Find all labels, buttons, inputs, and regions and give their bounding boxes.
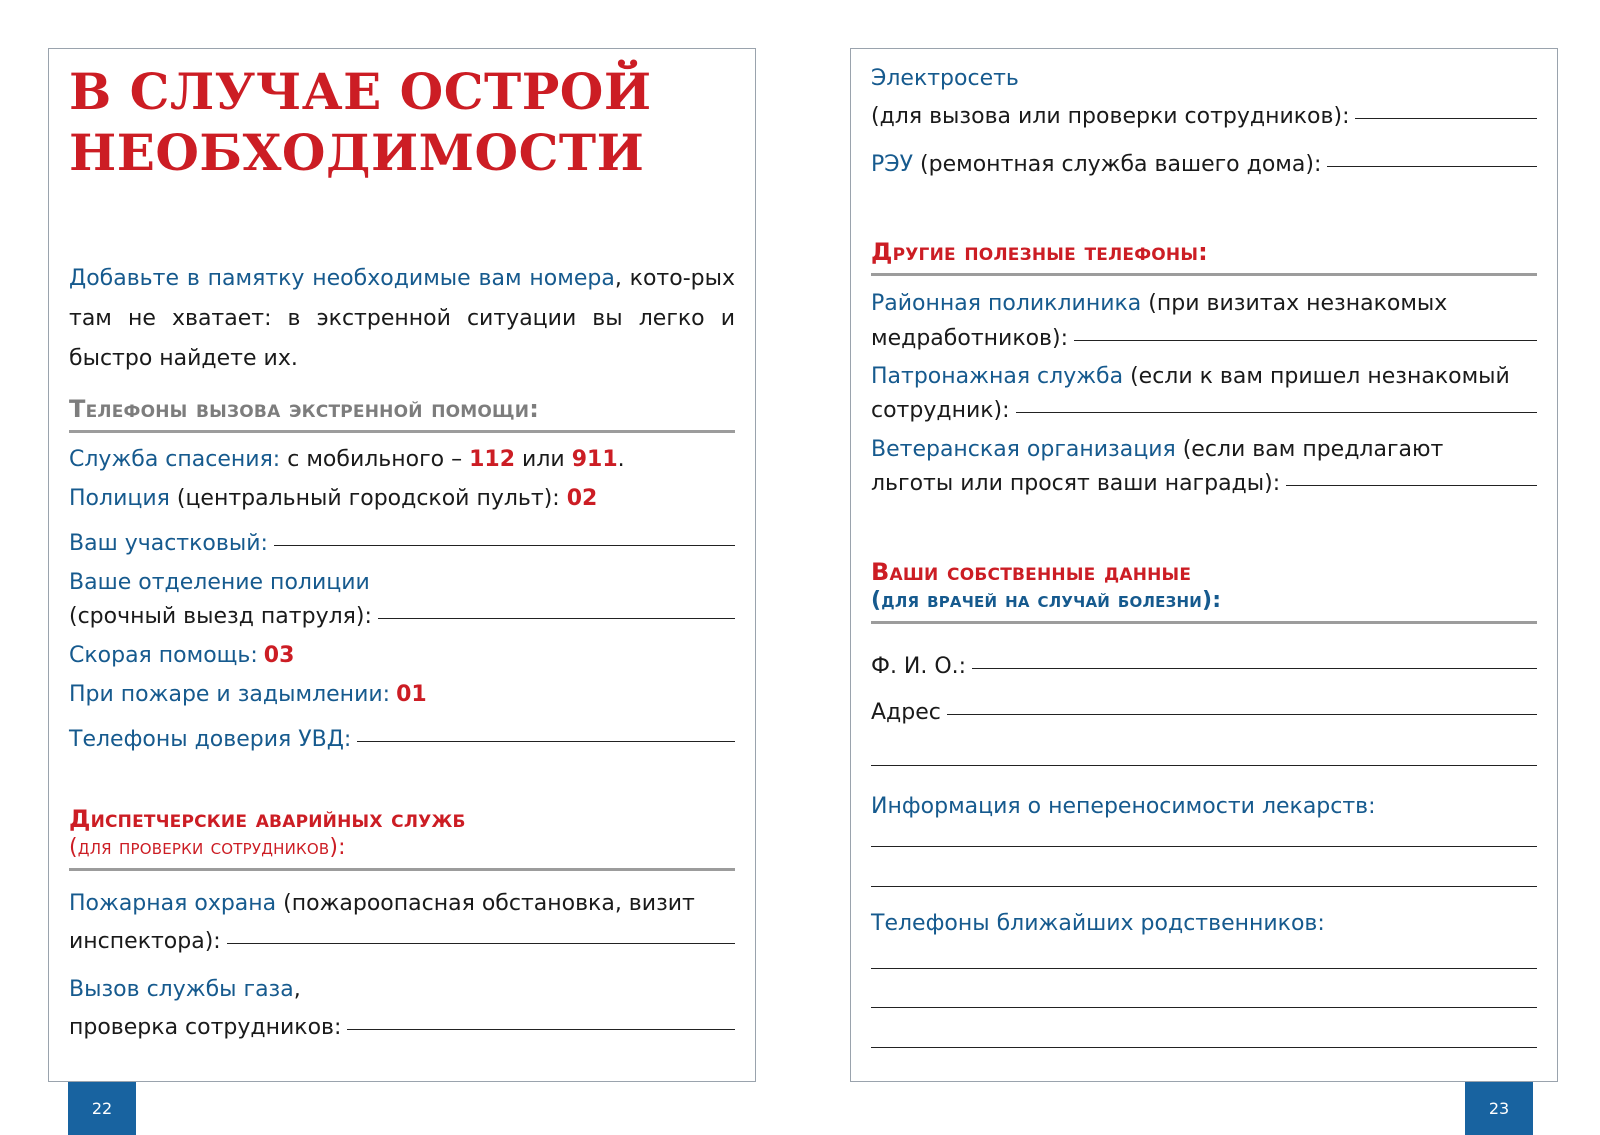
electric-label: Электросеть <box>871 66 1019 91</box>
clinic-row <box>871 286 1537 322</box>
firedept-row <box>69 886 735 922</box>
ambulance-number: 03 <box>263 643 295 668</box>
intro-highlight: Добавьте в памятку необходимые вам номера <box>69 266 615 291</box>
rescue-row <box>69 442 735 478</box>
own-data-subheading: (для врачей на случай болезни): <box>871 588 1222 613</box>
page-number-right: 23 <box>1465 1082 1533 1135</box>
trust-line-label: Телефоны доверия УВД: <box>69 727 352 752</box>
veteran-text-2: льготы или просят ваши награды): <box>871 471 1281 496</box>
police-row <box>69 481 735 517</box>
gas-check-row <box>69 1010 735 1046</box>
relatives-blank-1[interactable] <box>871 968 1537 969</box>
clinic-blank[interactable] <box>1074 339 1537 341</box>
right-page <box>850 48 1558 1082</box>
station-patrol-row <box>69 599 735 635</box>
gas-text: проверка сотрудников: <box>69 1015 342 1040</box>
electric-row <box>871 61 1537 97</box>
rescue-or: или <box>515 447 572 472</box>
fire-number: 01 <box>396 682 427 707</box>
ambulance-label: Скорая помощь: <box>69 643 258 668</box>
trust-line-blank[interactable] <box>357 740 735 742</box>
police-station-blank[interactable] <box>378 617 735 619</box>
veteran-blank[interactable] <box>1286 484 1537 486</box>
gas-row <box>69 972 735 1008</box>
patronage-blank[interactable] <box>1016 411 1537 413</box>
clinic-label: Районная поликлиника <box>871 291 1142 316</box>
district-officer-label: Ваш участковый: <box>69 531 268 556</box>
fire-label: При пожаре и задымлении: <box>69 682 391 707</box>
patronage-row <box>871 359 1537 395</box>
rescue-text: с мобильного – <box>280 447 470 472</box>
clinic-text: (при визитах незнакомых <box>1141 291 1448 316</box>
veteran-text: (если вам предлагают <box>1175 437 1444 462</box>
own-data-heading <box>871 557 1537 624</box>
title-line-1: В СЛУЧАЕ ОСТРОЙ <box>69 62 652 121</box>
gas-label: Вызов службы газа <box>69 977 294 1002</box>
left-page <box>48 48 756 1082</box>
veteran-row <box>871 432 1537 468</box>
gas-comma: , <box>293 977 301 1002</box>
fio-blank[interactable] <box>972 667 1537 669</box>
district-officer-row <box>69 526 735 562</box>
dispatch-heading-text: Диспетчерские аварийных служб <box>69 805 466 833</box>
fio-row <box>871 649 1537 685</box>
firedept-label: Пожарная охрана <box>69 891 277 916</box>
dispatch-subheading: (для проверки сотрудников): <box>69 835 346 860</box>
relatives-row <box>871 906 1537 942</box>
page-title <box>69 61 652 183</box>
firedept-inspector-row <box>69 924 735 960</box>
police-text: (центральный городской пульт): <box>169 486 567 511</box>
reu-label: РЭУ <box>871 152 914 177</box>
firedept-text-2: инспектора): <box>69 929 221 954</box>
relatives-blank-3[interactable] <box>871 1047 1537 1048</box>
own-data-heading-text: Ваши собственные данные <box>871 558 1192 586</box>
relatives-blank-2[interactable] <box>871 1007 1537 1008</box>
intolerance-blank-2[interactable] <box>871 886 1537 887</box>
patronage-label: Патронажная служба <box>871 364 1124 389</box>
rescue-number-112: 112 <box>469 447 516 472</box>
address-row <box>871 695 1537 731</box>
address-label: Адрес <box>871 700 941 725</box>
police-label: Полиция <box>69 486 170 511</box>
address-blank-2[interactable] <box>871 765 1537 766</box>
emergency-heading: Телефоны вызова экстренной помощи: <box>69 394 735 433</box>
electric-text: (для вызова или проверки сотрудников): <box>871 104 1350 129</box>
fire-row <box>69 677 735 713</box>
patronage-staff-row <box>871 393 1537 429</box>
intro-text: , кото-рых там не хватает: в экстренной ситуации вы легко и быстро найдете их. <box>69 266 735 371</box>
trust-line-row <box>69 722 735 758</box>
other-heading: Другие полезные телефоны: <box>871 237 1537 276</box>
police-number: 02 <box>566 486 598 511</box>
intolerance-row <box>871 789 1537 825</box>
police-station-text: (срочный выезд патруля): <box>69 604 372 629</box>
rescue-label: Служба спасения: <box>69 447 281 472</box>
firedept-text: (пожароопасная обстановка, визит <box>276 891 695 916</box>
page-number-left: 22 <box>68 1082 136 1135</box>
address-blank[interactable] <box>947 713 1537 715</box>
firedept-blank[interactable] <box>227 942 735 944</box>
intro-paragraph <box>69 259 735 379</box>
reu-blank[interactable] <box>1327 165 1537 167</box>
police-station-label: Ваше отделение полиции <box>69 570 370 595</box>
patronage-text: (если к вам пришел незнакомый <box>1123 364 1510 389</box>
clinic-staff-row <box>871 321 1537 357</box>
intolerance-label: Информация о непереносимости лекарств: <box>871 794 1376 819</box>
veteran-benefits-row <box>871 466 1537 502</box>
intolerance-blank-1[interactable] <box>871 846 1537 847</box>
rescue-end: . <box>617 447 625 472</box>
rescue-number-911: 911 <box>571 447 618 472</box>
clinic-text-2: медработников): <box>871 326 1069 351</box>
reu-row <box>871 147 1537 183</box>
electric-blank[interactable] <box>1355 117 1537 119</box>
title-line-2: НЕОБХОДИМОСТИ <box>69 123 645 182</box>
dispatch-heading <box>69 804 735 871</box>
ambulance-row <box>69 638 735 674</box>
gas-blank[interactable] <box>347 1028 735 1030</box>
district-officer-blank[interactable] <box>274 544 735 546</box>
fio-label: Ф. И. О.: <box>871 654 967 679</box>
veteran-label: Ветеранская организация <box>871 437 1176 462</box>
patronage-text-2: сотрудник): <box>871 398 1010 423</box>
relatives-label: Телефоны ближайших родственников: <box>871 911 1325 936</box>
electric-check-row <box>871 99 1537 135</box>
reu-text: (ремонтная служба вашего дома): <box>913 152 1322 177</box>
station-row <box>69 565 735 601</box>
